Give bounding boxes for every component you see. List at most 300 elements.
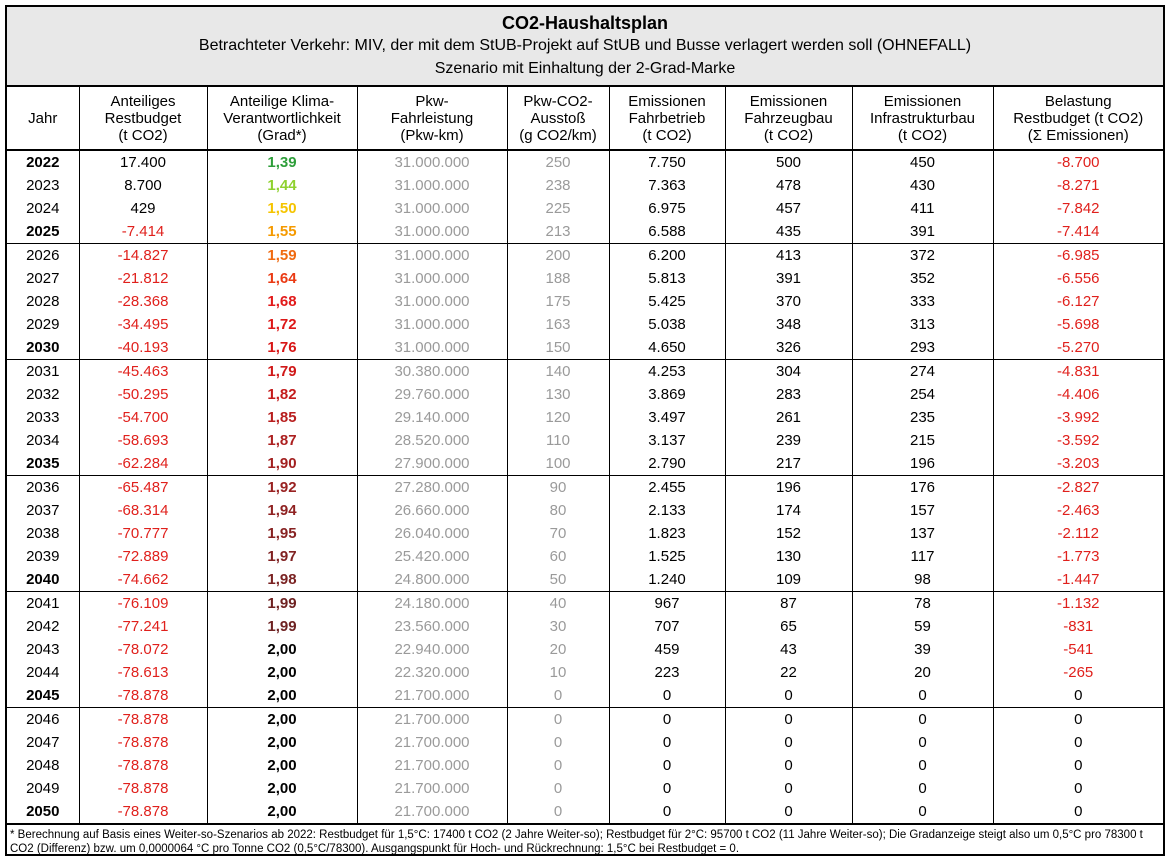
table-row — [7, 568, 1163, 592]
table-row — [7, 708, 1163, 732]
cell-emissionen-fahrbetrieb: 707 — [609, 615, 725, 638]
cell-pkw-fahrleistung: 26.040.000 — [357, 522, 507, 545]
cell-belastung-restbudget: 0 — [993, 800, 1163, 824]
cell-emissionen-fahrbetrieb: 5.425 — [609, 290, 725, 313]
cell-klima-verantwortlichkeit: 1,87 — [207, 429, 357, 452]
cell-belastung-restbudget: -2.112 — [1057, 525, 1099, 542]
cell-jahr: 2050 — [7, 800, 79, 824]
cell-restbudget: -78.878 — [79, 777, 207, 800]
cell-belastung-restbudget: -1.447 — [1056, 571, 1100, 588]
cell-restbudget: -78.878 — [79, 731, 207, 754]
cell-pkw-co2-ausstoss: 213 — [507, 220, 609, 244]
cell-jahr: 2047 — [7, 731, 79, 754]
cell-pkw-co2-ausstoss: 0 — [507, 754, 609, 777]
cell-jahr: 2043 — [7, 638, 79, 661]
cell-restbudget: -77.241 — [79, 615, 207, 638]
cell-pkw-fahrleistung: 31.000.000 — [357, 244, 507, 268]
cell-pkw-co2-ausstoss: 140 — [507, 360, 609, 384]
column-header-line: Fahrbetrieb — [628, 109, 706, 127]
cell-emissionen-fahrzeugbau: 435 — [725, 220, 852, 244]
cell-pkw-co2-ausstoss: 200 — [507, 244, 609, 268]
cell-emissionen-infrastrukturbau: 0 — [852, 708, 993, 732]
cell-pkw-co2-ausstoss: 0 — [507, 708, 609, 732]
cell-klima-verantwortlichkeit: 1,95 — [207, 522, 357, 545]
cell-pkw-fahrleistung: 21.700.000 — [357, 754, 507, 777]
column-header-line: (t CO2) — [897, 126, 948, 144]
cell-restbudget: 17.400 — [79, 150, 207, 174]
cell-pkw-fahrleistung: 27.900.000 — [357, 452, 507, 476]
cell-klima-verantwortlichkeit: 1,85 — [207, 406, 357, 429]
cell-klima-verantwortlichkeit: 2,00 — [207, 731, 357, 754]
column-header-pkw-fahrleistung — [357, 87, 507, 150]
cell-belastung-restbudget: -831 — [1063, 618, 1094, 635]
cell-emissionen-fahrbetrieb: 0 — [609, 731, 725, 754]
cell-pkw-fahrleistung: 31.000.000 — [357, 197, 507, 220]
table-row — [7, 800, 1163, 824]
cell-klima-verantwortlichkeit: 1,76 — [207, 336, 357, 360]
cell-restbudget: -14.827 — [79, 244, 207, 268]
cell-restbudget: -54.700 — [79, 406, 207, 429]
column-header-line: (Grad*) — [257, 126, 307, 144]
cell-pkw-co2-ausstoss: 238 — [507, 174, 609, 197]
cell-jahr: 2046 — [7, 708, 79, 732]
cell-klima-verantwortlichkeit: 2,00 — [207, 777, 357, 800]
cell-emissionen-infrastrukturbau: 39 — [852, 638, 993, 661]
cell-emissionen-infrastrukturbau: 117 — [852, 545, 993, 568]
cell-pkw-fahrleistung: 21.700.000 — [357, 777, 507, 800]
cell-emissionen-fahrzeugbau: 65 — [725, 615, 852, 638]
cell-emissionen-infrastrukturbau: 352 — [852, 267, 993, 290]
cell-jahr: 2049 — [7, 777, 79, 800]
cell-emissionen-fahrzeugbau: 348 — [725, 313, 852, 336]
cell-emissionen-fahrzeugbau: 457 — [725, 197, 852, 220]
cell-belastung-restbudget: -4.406 — [1056, 386, 1100, 403]
column-header-jahr — [7, 87, 79, 150]
cell-jahr: 2034 — [7, 429, 79, 452]
cell-emissionen-fahrzeugbau: 0 — [725, 708, 852, 732]
cell-klima-verantwortlichkeit: 1,99 — [207, 615, 357, 638]
cell-pkw-co2-ausstoss: 0 — [507, 684, 609, 708]
table-row — [7, 406, 1163, 429]
cell-pkw-co2-ausstoss: 80 — [507, 499, 609, 522]
cell-klima-verantwortlichkeit: 1,68 — [207, 290, 357, 313]
cell-emissionen-fahrbetrieb: 0 — [609, 754, 725, 777]
column-header-emissionen-fahrbetrieb — [609, 87, 725, 150]
cell-emissionen-fahrzeugbau: 109 — [725, 568, 852, 592]
cell-belastung-restbudget: -1.132 — [993, 592, 1163, 616]
cell-pkw-fahrleistung: 31.000.000 — [357, 174, 507, 197]
cell-jahr: 2038 — [7, 522, 79, 545]
cell-jahr: 2036 — [7, 476, 79, 500]
column-header-emissionen-infrastrukturbau — [852, 87, 993, 150]
column-header-line: Anteilige Klima- — [229, 92, 335, 110]
cell-emissionen-infrastrukturbau: 391 — [852, 220, 993, 244]
column-header-line: (t CO2) — [763, 126, 814, 144]
cell-pkw-co2-ausstoss: 250 — [507, 150, 609, 174]
cell-restbudget: -50.295 — [79, 383, 207, 406]
cell-pkw-fahrleistung: 24.800.000 — [357, 568, 507, 592]
table-row — [7, 336, 1163, 360]
cell-emissionen-fahrzeugbau: 478 — [725, 174, 852, 197]
cell-restbudget: -72.889 — [79, 545, 207, 568]
table-row — [7, 244, 1163, 268]
table-row — [7, 267, 1163, 290]
cell-emissionen-fahrbetrieb: 3.869 — [609, 383, 725, 406]
cell-emissionen-fahrzeugbau: 0 — [725, 754, 852, 777]
cell-klima-verantwortlichkeit: 1,64 — [207, 267, 357, 290]
cell-pkw-fahrleistung: 31.000.000 — [357, 313, 507, 336]
cell-belastung-restbudget: -5.270 — [1056, 339, 1100, 356]
cell-belastung-restbudget: -5.698 — [1056, 316, 1100, 333]
cell-emissionen-fahrbetrieb: 6.588 — [609, 220, 725, 244]
cell-belastung-restbudget: -1.773 — [1056, 548, 1100, 565]
cell-pkw-co2-ausstoss: 110 — [507, 429, 609, 452]
cell-restbudget: 429 — [79, 197, 207, 220]
column-header-line: Anteiliges — [110, 92, 176, 110]
cell-emissionen-fahrbetrieb: 2.790 — [609, 452, 725, 476]
cell-jahr: 2023 — [7, 174, 79, 197]
cell-belastung-restbudget: 0 — [993, 708, 1163, 732]
table-row — [7, 754, 1163, 777]
column-header-line: Jahr — [28, 109, 58, 127]
cell-emissionen-fahrbetrieb: 1.823 — [609, 522, 725, 545]
cell-emissionen-fahrzeugbau: 261 — [725, 406, 852, 429]
cell-emissionen-fahrzeugbau: 283 — [725, 383, 852, 406]
cell-emissionen-infrastrukturbau: 157 — [852, 499, 993, 522]
cell-emissionen-fahrbetrieb: 5.813 — [609, 267, 725, 290]
cell-emissionen-infrastrukturbau: 274 — [852, 360, 993, 384]
cell-pkw-co2-ausstoss: 163 — [507, 313, 609, 336]
cell-pkw-co2-ausstoss: 70 — [507, 522, 609, 545]
cell-jahr: 2031 — [7, 360, 79, 384]
cell-pkw-fahrleistung: 23.560.000 — [357, 615, 507, 638]
cell-belastung-restbudget: -541 — [1063, 641, 1094, 658]
column-header-line: (Σ Emissionen) — [1027, 126, 1129, 144]
column-header-line: (g CO2/km) — [519, 126, 597, 144]
cell-emissionen-infrastrukturbau: 430 — [852, 174, 993, 197]
cell-klima-verantwortlichkeit: 1,97 — [207, 545, 357, 568]
table-row — [7, 452, 1163, 476]
cell-pkw-fahrleistung: 25.420.000 — [357, 545, 507, 568]
cell-jahr: 2040 — [7, 568, 79, 592]
column-header-line: (Pkw-km) — [400, 126, 464, 144]
cell-restbudget: -65.487 — [79, 476, 207, 500]
cell-emissionen-fahrbetrieb: 6.200 — [609, 244, 725, 268]
cell-klima-verantwortlichkeit: 1,72 — [207, 313, 357, 336]
table-row — [7, 638, 1163, 661]
cell-belastung-restbudget: 0 — [1074, 780, 1083, 797]
cell-emissionen-infrastrukturbau: 293 — [852, 336, 993, 360]
cell-pkw-fahrleistung: 28.520.000 — [357, 429, 507, 452]
column-header-line: Fahrzeugbau — [744, 109, 833, 127]
column-header-pkw-co2-ausstoss — [507, 87, 609, 150]
cell-emissionen-fahrbetrieb: 5.038 — [609, 313, 725, 336]
cell-emissionen-infrastrukturbau: 0 — [852, 684, 993, 708]
cell-pkw-co2-ausstoss: 175 — [507, 290, 609, 313]
cell-pkw-co2-ausstoss: 150 — [507, 336, 609, 360]
table-row — [7, 429, 1163, 452]
column-header-line: Ausstoß — [530, 109, 586, 127]
cell-belastung-restbudget: -6.985 — [993, 244, 1163, 268]
table-row — [7, 661, 1163, 684]
cell-belastung-restbudget: -7.842 — [1056, 200, 1100, 217]
cell-belastung-restbudget: -265 — [1063, 664, 1094, 681]
cell-jahr: 2022 — [7, 150, 79, 174]
column-header-emissionen-fahrzeugbau — [725, 87, 852, 150]
table-row — [7, 499, 1163, 522]
cell-emissionen-fahrzeugbau: 87 — [725, 592, 852, 616]
cell-klima-verantwortlichkeit: 1,44 — [207, 174, 357, 197]
cell-jahr: 2025 — [7, 220, 79, 244]
cell-emissionen-fahrbetrieb: 0 — [609, 684, 725, 708]
cell-restbudget: -70.777 — [79, 522, 207, 545]
cell-pkw-co2-ausstoss: 0 — [507, 777, 609, 800]
table-row — [7, 290, 1163, 313]
cell-belastung-restbudget: -8.271 — [1056, 177, 1100, 194]
cell-emissionen-fahrbetrieb: 7.363 — [609, 174, 725, 197]
cell-emissionen-fahrbetrieb: 0 — [609, 777, 725, 800]
table-row — [7, 383, 1163, 406]
cell-belastung-restbudget: -6.556 — [1056, 270, 1100, 287]
cell-emissionen-fahrzeugbau: 370 — [725, 290, 852, 313]
table-header-row — [7, 87, 1163, 150]
table-row — [7, 777, 1163, 800]
cell-klima-verantwortlichkeit: 2,00 — [207, 684, 357, 708]
cell-klima-verantwortlichkeit: 1,59 — [207, 244, 357, 268]
cell-emissionen-infrastrukturbau: 196 — [852, 452, 993, 476]
cell-emissionen-fahrbetrieb: 967 — [609, 592, 725, 616]
column-header-belastung-restbudget — [993, 87, 1163, 150]
column-header-line: (t CO2) — [118, 126, 168, 144]
cell-jahr: 2029 — [7, 313, 79, 336]
table-row — [7, 313, 1163, 336]
cell-pkw-co2-ausstoss: 90 — [507, 476, 609, 500]
cell-emissionen-fahrzeugbau: 239 — [725, 429, 852, 452]
cell-klima-verantwortlichkeit: 1,39 — [207, 150, 357, 174]
cell-restbudget: -28.368 — [79, 290, 207, 313]
cell-restbudget: -58.693 — [79, 429, 207, 452]
cell-pkw-co2-ausstoss: 40 — [507, 592, 609, 616]
table-row — [7, 197, 1163, 220]
cell-restbudget: -34.495 — [79, 313, 207, 336]
cell-klima-verantwortlichkeit: 2,00 — [207, 638, 357, 661]
cell-klima-verantwortlichkeit: 2,00 — [207, 708, 357, 732]
cell-jahr: 2042 — [7, 615, 79, 638]
cell-emissionen-fahrzeugbau: 500 — [725, 150, 852, 174]
cell-emissionen-fahrbetrieb: 0 — [609, 800, 725, 824]
cell-jahr: 2027 — [7, 267, 79, 290]
table-row — [7, 592, 1163, 616]
cell-jahr: 2045 — [7, 684, 79, 708]
cell-pkw-co2-ausstoss: 100 — [507, 452, 609, 476]
subtitle-traffic: Betrachteter Verkehr: MIV, der mit dem StUB-Projekt auf StUB und Busse verlagert werden soll (OHNEFALL) — [198, 37, 972, 54]
column-header-line: Emissionen — [628, 92, 706, 110]
cell-emissionen-fahrbetrieb: 3.497 — [609, 406, 725, 429]
cell-belastung-restbudget: -6.127 — [1056, 293, 1100, 310]
cell-restbudget: -40.193 — [79, 336, 207, 360]
column-header-line: Belastung — [1044, 92, 1112, 110]
cell-emissionen-fahrbetrieb: 459 — [609, 638, 725, 661]
table-row — [7, 174, 1163, 197]
cell-emissionen-fahrbetrieb: 1.240 — [609, 568, 725, 592]
cell-emissionen-fahrbetrieb: 7.750 — [609, 150, 725, 174]
cell-pkw-fahrleistung: 27.280.000 — [357, 476, 507, 500]
cell-restbudget: -78.072 — [79, 638, 207, 661]
cell-belastung-restbudget: -2.827 — [993, 476, 1163, 500]
cell-jahr: 2026 — [7, 244, 79, 268]
cell-pkw-fahrleistung: 21.700.000 — [357, 684, 507, 708]
cell-emissionen-fahrbetrieb: 223 — [609, 661, 725, 684]
cell-emissionen-fahrbetrieb: 2.133 — [609, 499, 725, 522]
cell-belastung-restbudget: 0 — [1074, 687, 1083, 704]
cell-klima-verantwortlichkeit: 1,99 — [207, 592, 357, 616]
cell-pkw-co2-ausstoss: 50 — [507, 568, 609, 592]
cell-emissionen-fahrzeugbau: 43 — [725, 638, 852, 661]
table-row — [7, 476, 1163, 500]
cell-pkw-co2-ausstoss: 60 — [507, 545, 609, 568]
column-header-line: (t CO2) — [642, 126, 692, 144]
cell-pkw-fahrleistung: 31.000.000 — [357, 267, 507, 290]
table-row — [7, 220, 1163, 244]
cell-pkw-fahrleistung: 29.140.000 — [357, 406, 507, 429]
cell-emissionen-infrastrukturbau: 0 — [852, 754, 993, 777]
cell-emissionen-infrastrukturbau: 450 — [852, 150, 993, 174]
footnote: * Berechnung auf Basis eines Weiter-so-Szenarios ab 2022: Restbudget für 1,5°C: 17400 t CO2 (2 Jahre Weiter-so); Restbudget für 2°C: 95700 t CO2 (11 Jahre Weiter-so); Die Gradanzeige steigt also um 0,5°C pro 78300 t CO2 (Differenz) bzw. um 0,0000064 °C pro Tonne CO2 (0,5°C/78300). Ausgangspunkt für Hoch- und Rückrechnung: 1,5°C bei Restbudget = 0. — [10, 829, 1143, 855]
cell-jahr: 2028 — [7, 290, 79, 313]
column-header-klima-verantwortlichkeit — [207, 87, 357, 150]
cell-emissionen-infrastrukturbau: 176 — [852, 476, 993, 500]
cell-pkw-co2-ausstoss: 120 — [507, 406, 609, 429]
cell-jahr: 2024 — [7, 197, 79, 220]
cell-pkw-fahrleistung: 31.000.000 — [357, 150, 507, 174]
column-header-line: Emissionen — [749, 92, 828, 110]
column-header-restbudget — [79, 87, 207, 150]
title-block — [7, 7, 1163, 87]
cell-emissionen-infrastrukturbau: 0 — [852, 800, 993, 824]
cell-emissionen-fahrzeugbau: 0 — [725, 731, 852, 754]
cell-klima-verantwortlichkeit: 1,82 — [207, 383, 357, 406]
cell-pkw-fahrleistung: 30.380.000 — [357, 360, 507, 384]
table-row — [7, 545, 1163, 568]
cell-pkw-co2-ausstoss: 0 — [507, 800, 609, 824]
column-header-line: Infrastrukturbau — [869, 109, 976, 127]
cell-pkw-fahrleistung: 29.760.000 — [357, 383, 507, 406]
cell-emissionen-fahrbetrieb: 2.455 — [609, 476, 725, 500]
cell-jahr: 2039 — [7, 545, 79, 568]
cell-pkw-fahrleistung: 31.000.000 — [357, 220, 507, 244]
cell-belastung-restbudget: 0 — [1074, 734, 1083, 751]
table-row — [7, 360, 1163, 384]
cell-emissionen-infrastrukturbau: 235 — [852, 406, 993, 429]
cell-belastung-restbudget: -3.203 — [1056, 455, 1100, 472]
cell-klima-verantwortlichkeit: 1,79 — [207, 360, 357, 384]
page-title: CO2-Haushaltsplan — [501, 13, 669, 33]
cell-belastung-restbudget: -7.414 — [1056, 223, 1100, 240]
cell-restbudget: -78.878 — [79, 684, 207, 708]
column-header-line: Restbudget (t CO2) — [1013, 109, 1144, 127]
cell-restbudget: -62.284 — [79, 452, 207, 476]
table-row — [7, 522, 1163, 545]
table-row — [7, 684, 1163, 708]
cell-restbudget: 8.700 — [79, 174, 207, 197]
cell-emissionen-fahrzeugbau: 391 — [725, 267, 852, 290]
cell-pkw-fahrleistung: 31.000.000 — [357, 336, 507, 360]
cell-pkw-fahrleistung: 21.700.000 — [357, 731, 507, 754]
cell-klima-verantwortlichkeit: 2,00 — [207, 754, 357, 777]
cell-belastung-restbudget: -3.992 — [1056, 409, 1100, 426]
cell-emissionen-infrastrukturbau: 254 — [852, 383, 993, 406]
column-header-line: Verantwortlichkeit — [223, 109, 341, 127]
cell-jahr: 2032 — [7, 383, 79, 406]
cell-emissionen-fahrbetrieb: 0 — [609, 708, 725, 732]
cell-emissionen-fahrzeugbau: 0 — [725, 777, 852, 800]
co2-budget-table-frame — [5, 5, 1165, 856]
cell-emissionen-infrastrukturbau: 78 — [852, 592, 993, 616]
cell-emissionen-infrastrukturbau: 313 — [852, 313, 993, 336]
cell-emissionen-fahrzeugbau: 0 — [725, 800, 852, 824]
data-table — [7, 87, 1163, 825]
cell-jahr: 2048 — [7, 754, 79, 777]
cell-klima-verantwortlichkeit: 2,00 — [207, 661, 357, 684]
cell-pkw-co2-ausstoss: 20 — [507, 638, 609, 661]
column-header-line: Pkw- — [415, 92, 449, 110]
column-header-line: Fahrleistung — [390, 109, 474, 127]
cell-restbudget: -21.812 — [79, 267, 207, 290]
cell-pkw-fahrleistung: 31.000.000 — [357, 290, 507, 313]
cell-pkw-fahrleistung: 24.180.000 — [357, 592, 507, 616]
cell-restbudget: -78.613 — [79, 661, 207, 684]
cell-klima-verantwortlichkeit: 1,94 — [207, 499, 357, 522]
cell-emissionen-infrastrukturbau: 372 — [852, 244, 993, 268]
cell-emissionen-fahrzeugbau: 22 — [725, 661, 852, 684]
cell-pkw-co2-ausstoss: 130 — [507, 383, 609, 406]
cell-pkw-fahrleistung: 22.940.000 — [357, 638, 507, 661]
cell-belastung-restbudget: -2.463 — [1056, 502, 1100, 519]
cell-jahr: 2044 — [7, 661, 79, 684]
cell-emissionen-fahrzeugbau: 217 — [725, 452, 852, 476]
cell-pkw-co2-ausstoss: 225 — [507, 197, 609, 220]
cell-pkw-fahrleistung: 21.700.000 — [357, 708, 507, 732]
cell-jahr: 2037 — [7, 499, 79, 522]
table-row — [7, 615, 1163, 638]
cell-emissionen-infrastrukturbau: 137 — [852, 522, 993, 545]
cell-restbudget: -74.662 — [79, 568, 207, 592]
cell-emissionen-fahrbetrieb: 3.137 — [609, 429, 725, 452]
cell-emissionen-fahrzeugbau: 304 — [725, 360, 852, 384]
cell-restbudget: -45.463 — [79, 360, 207, 384]
column-header-line: Restbudget — [104, 109, 182, 127]
cell-emissionen-infrastrukturbau: 59 — [852, 615, 993, 638]
cell-emissionen-infrastrukturbau: 0 — [852, 777, 993, 800]
table-row — [7, 731, 1163, 754]
cell-emissionen-fahrzeugbau: 152 — [725, 522, 852, 545]
cell-emissionen-fahrbetrieb: 6.975 — [609, 197, 725, 220]
cell-klima-verantwortlichkeit: 2,00 — [207, 800, 357, 824]
cell-emissionen-fahrzeugbau: 174 — [725, 499, 852, 522]
cell-jahr: 2030 — [7, 336, 79, 360]
cell-belastung-restbudget: 0 — [1074, 757, 1083, 774]
cell-klima-verantwortlichkeit: 1,50 — [207, 197, 357, 220]
subtitle-scenario: Szenario mit Einhaltung der 2-Grad-Marke — [434, 60, 736, 77]
cell-emissionen-fahrzeugbau: 326 — [725, 336, 852, 360]
cell-emissionen-infrastrukturbau: 333 — [852, 290, 993, 313]
cell-emissionen-fahrzeugbau: 196 — [725, 476, 852, 500]
cell-pkw-co2-ausstoss: 0 — [507, 731, 609, 754]
cell-emissionen-fahrbetrieb: 4.650 — [609, 336, 725, 360]
cell-klima-verantwortlichkeit: 1,98 — [207, 568, 357, 592]
cell-emissionen-fahrbetrieb: 1.525 — [609, 545, 725, 568]
cell-restbudget: -68.314 — [79, 499, 207, 522]
